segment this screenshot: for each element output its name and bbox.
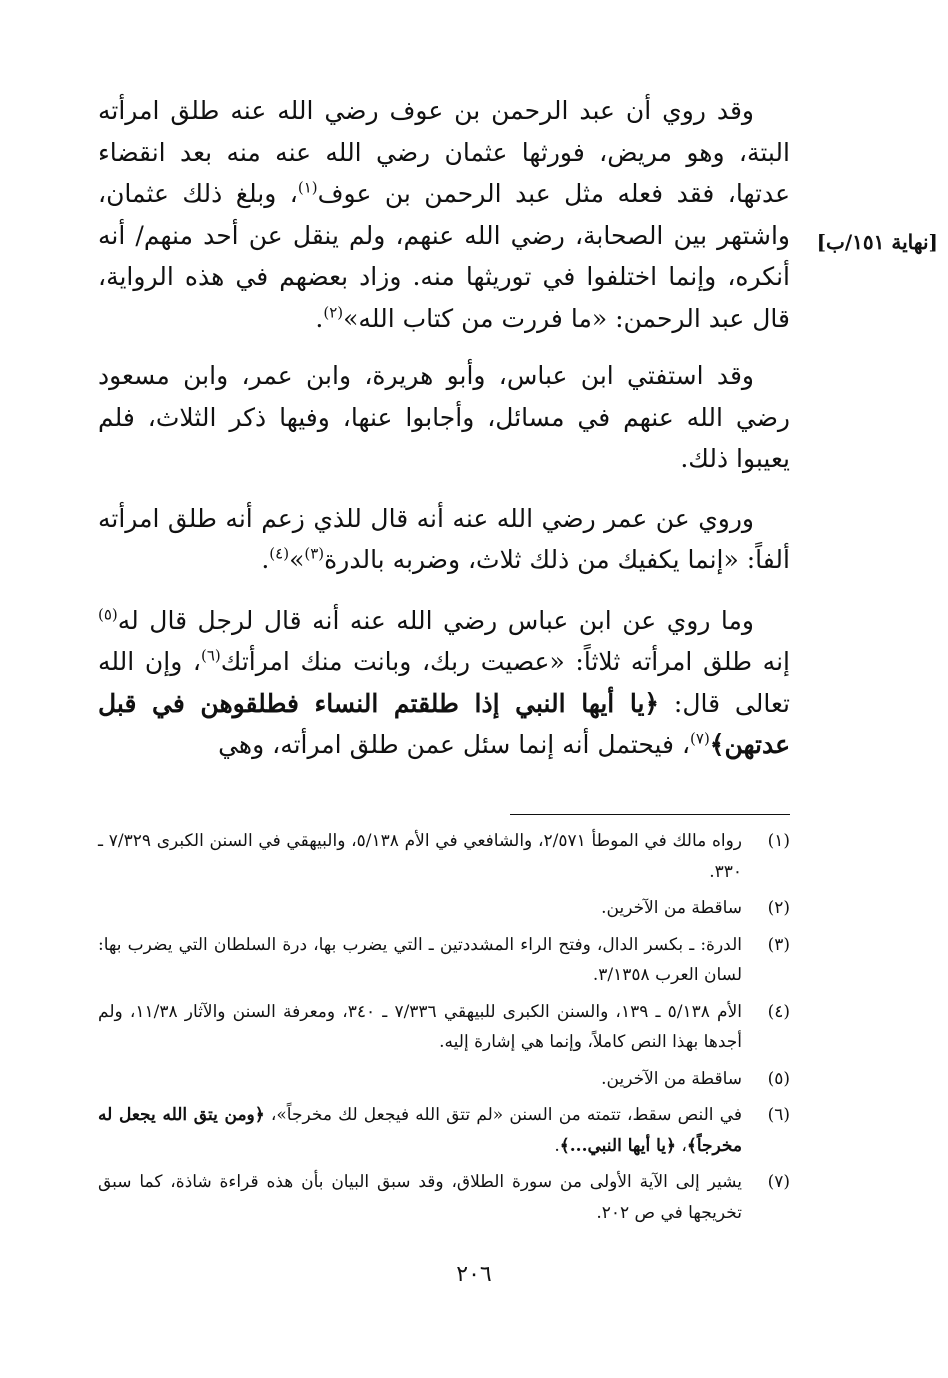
paragraph — [98, 90, 790, 339]
main-text — [98, 90, 790, 785]
text-run: الأم ٥/١٣٨ ـ ١٣٩، والسنن الكبرى للبيهقي ٧/٣٣٦ ـ ٣٤٠، ومعرفة السنن والآثار ١١/٣٨، ولم أجدها بهذا النص كاملاً، وإنما هي إشارة إليه. — [98, 1001, 743, 1052]
footnote-ref: (٢) — [323, 303, 344, 322]
footnote-text — [98, 826, 742, 887]
text-run: ، فيحتمل أنه إنما سئل عمن طلق امرأته، وهي — [218, 730, 691, 759]
text-run: » — [289, 545, 305, 574]
margin-note: [نهاية ١٥١/ب] — [816, 230, 938, 254]
text-run: وروي عن عمر رضي الله عنه أنه قال للذي زعم أنه طلق امرأته ألفاً: «إنما يكفيك من ذلك ثلاث، وضربه بالدرة — [98, 503, 790, 574]
paragraph — [98, 600, 790, 766]
footnote-separator — [510, 814, 790, 815]
footnote-number: (٦) — [767, 1105, 790, 1125]
text-run: الدرة: ـ بكسر الدال، وفتح الراء المشددتين ـ التي يضرب بها، درة السلطان التي يضرب بها: لسان العرب ٣/١٣٥٨. — [98, 934, 742, 985]
footnote — [98, 826, 790, 887]
footnote-text — [98, 1100, 742, 1161]
footnote — [98, 930, 790, 991]
text-run: وقد استفتي ابن عباس، وأبو هريرة، وابن عمر، وابن مسعود رضي الله عنهم في مسائل، وأجابوا عنها، وفيها ذكر الثلاث، فلم يعيبوا ذلك. — [98, 361, 790, 473]
text-run: في النص سقط، تتمته من السنن «لم تتق الله فيجعل لك مخرجاً»، — [264, 1105, 742, 1125]
footnote-ref: (٤) — [269, 544, 290, 563]
text-run: إنه طلق امرأته ثلاثاً: «عصيت ربك، وبانت منك امرأتك — [220, 647, 790, 676]
footnote-ref: (٣) — [304, 544, 325, 563]
footnote-number: (٥) — [767, 1068, 790, 1089]
quran-verse: ﴿يا أيها النبي إذا طلقتم النساء فطلقوهن في قبل عدتهن﴾ — [98, 688, 790, 759]
text-run: ، وبلغ ذلك عثمان، واشتهر بين الصحابة، رضي الله عنهم، ولم ينقل عن أحد منهم/ أنه أنكره، وإنما اختلفوا في توريثها منه. وزاد بعضهم في هذه الرواية، قال عبد الرحمن: «ما فررت من كتاب الله» — [98, 179, 790, 333]
page-number: ٢٠٦ — [456, 1262, 492, 1287]
footnote-number: (٧) — [767, 1172, 790, 1192]
footnote — [98, 997, 790, 1058]
footnote-number: (٢) — [767, 898, 790, 918]
footnote-text — [98, 1167, 742, 1228]
text-run: يشير إلى الآية الأولى من سورة الطلاق، وقد سبق البيان بأن هذه قراءة شاذة، كما سبق تخريجها في ص ٢٠٢. — [98, 1172, 742, 1223]
text-run: ، وإن الله تعالى قال: — [98, 647, 791, 718]
footnote-ref: (٥) — [98, 605, 118, 624]
paragraph — [98, 498, 790, 581]
footnotes — [98, 826, 790, 1234]
footnote — [98, 1064, 790, 1095]
text-run: ساقطة من الآخرين. — [601, 1068, 742, 1089]
footnote-ref: (٧) — [690, 729, 710, 748]
text-run: . — [554, 1135, 560, 1156]
footnote-text — [98, 1064, 742, 1095]
footnote-number: (٤) — [767, 1001, 790, 1022]
text-run: . — [261, 545, 270, 574]
footnote — [98, 1167, 790, 1228]
footnote-text — [98, 893, 742, 924]
footnote-number: (١) — [767, 831, 790, 851]
footnote-text — [98, 930, 742, 991]
quran-verse: ﴿ومن يتق الله يجعل له مخرجاً﴾ — [98, 1105, 742, 1156]
footnote-text — [98, 997, 742, 1058]
footnote — [98, 893, 790, 924]
quran-verse: ﴿يا أيها النبي...﴾ — [559, 1135, 676, 1156]
text-run: ، — [676, 1135, 687, 1156]
footnote-number: (٣) — [767, 934, 790, 955]
footnote-ref: (١) — [297, 178, 318, 197]
footnote — [98, 1100, 790, 1161]
text-run: ساقطة من الآخرين. — [601, 898, 742, 918]
text-run: . — [315, 303, 324, 333]
paragraph — [98, 355, 790, 480]
text-run: وما روي عن ابن عباس رضي الله عنه أنه قال لرجل قال له — [117, 605, 754, 635]
footnote-ref: (٦) — [200, 646, 221, 665]
text-run: رواه مالك في الموطأ ٢/٥٧١، والشافعي في الأم ٥/١٣٨، والبيهقي في السنن الكبرى ٧/٣٢٩ ـ ٣٣٠. — [98, 831, 743, 882]
text-run: وقد روي أن عبد الرحمن بن عوف رضي الله عنه طلق امرأته البتة، وهو مريض، فورثها عثمان رضي الله عنه منه بعد انقضاء عدتها، فقد فعله مثل عبد الرحمن بن عوف — [98, 96, 790, 208]
